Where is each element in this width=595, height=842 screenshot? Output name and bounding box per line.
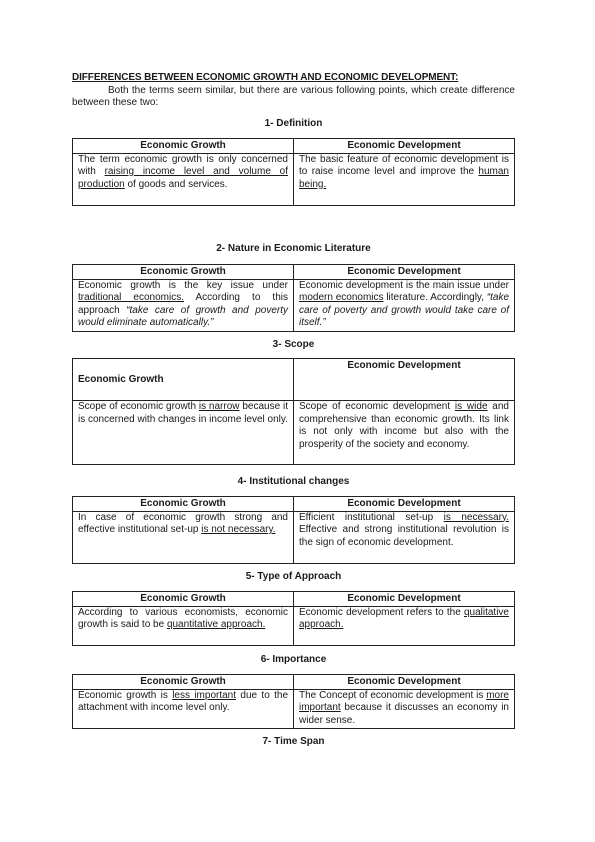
table-header-row [73, 265, 515, 280]
table-header-row [73, 592, 515, 607]
text: and comprehensive than economic growth. Its link is not only with income but also with the prosperity of the society and economy. [299, 401, 509, 450]
section-title: 1- Definition [264, 118, 323, 129]
text: because it discusses an economy in wider sense. [299, 702, 509, 726]
italic-quote: “take care of growth and poverty would eliminate automatically.” [78, 304, 288, 328]
page-title: DIFFERENCES BETWEEN ECONOMIC GROWTH AND ECONOMIC DEVELOPMENT: [72, 72, 459, 83]
text: Economic development is the main issue under [299, 279, 509, 291]
underlined-text: less important [172, 689, 237, 701]
cell-development [294, 689, 515, 728]
section-title: 6- Importance [260, 654, 327, 665]
text: Economic growth is the key issue under [78, 279, 288, 291]
table-row [73, 511, 515, 563]
section-title: 4- Institutional changes [237, 476, 350, 487]
text: According to this approach [78, 292, 288, 316]
header-development: Economic Development [294, 139, 515, 154]
header-growth: Economic Growth [73, 592, 294, 607]
cell-development [294, 153, 515, 205]
underlined-text: quantitative approach. [166, 619, 266, 630]
table-header-row [73, 359, 515, 401]
underlined-text: is necessary. [443, 511, 509, 523]
table-header-row [73, 139, 515, 154]
section-title: 7- Time Span [262, 736, 325, 747]
text: The Concept of economic development is [299, 689, 487, 701]
table-row [73, 606, 515, 645]
header-growth: Economic Growth [73, 139, 294, 154]
table-header-row [73, 497, 515, 512]
section-title: 5- Type of Approach [245, 571, 342, 582]
header-development: Economic Development [294, 265, 515, 280]
table-row [73, 401, 515, 465]
header-growth: Economic Growth [73, 675, 294, 690]
text: Scope of economic growth [78, 401, 199, 412]
table-row [73, 153, 515, 205]
section-title: 3- Scope [272, 339, 315, 350]
section-nature [72, 243, 515, 332]
text: The basic feature of economic development is to raise income level and improve the [299, 153, 509, 177]
document-heading [72, 72, 515, 84]
cell-development [294, 279, 515, 331]
underlined-text: is narrow [198, 401, 240, 412]
section-title: 2- Nature in Economic Literature [216, 243, 371, 254]
header-development: Economic Development [294, 497, 515, 512]
underlined-text: is wide [454, 401, 488, 412]
header-growth: Economic Growth [73, 265, 294, 280]
underlined-text: is not necessary. [201, 524, 276, 535]
text: literature. Accordingly, [383, 292, 487, 303]
header-development: Economic Development [294, 592, 515, 607]
comparison-table [72, 591, 515, 646]
table-row [73, 689, 515, 728]
section-approach [72, 571, 515, 646]
cell-growth [73, 279, 294, 331]
text: due to the attachment with income level only. [78, 689, 289, 713]
underlined-text: traditional economics. [78, 292, 184, 303]
comparison-table [72, 358, 515, 465]
text: Economic growth is [78, 689, 173, 701]
header-growth: Economic Growth [73, 497, 294, 512]
cell-development [294, 511, 515, 563]
text: The term economic growth is only concerned with [78, 153, 288, 177]
underlined-text: qualitative approach. [299, 606, 509, 630]
comparison-table [72, 674, 515, 729]
cell-growth [73, 689, 294, 728]
cell-growth [73, 511, 294, 563]
section-scope [72, 339, 515, 465]
section-time-span [72, 736, 515, 748]
text: of goods and services. [124, 178, 228, 190]
section-definition [72, 118, 515, 206]
text: According to various economists, economic growth is said to be [78, 606, 288, 630]
intro-paragraph: Both the terms seem similar, but there are various following points, which create difference between these two: [72, 85, 515, 108]
text: because it is concerned with changes in income level only. [78, 401, 289, 425]
cell-growth [73, 606, 294, 645]
cell-growth [73, 153, 294, 205]
header-development: Economic Development [294, 675, 515, 690]
cell-development [294, 401, 515, 465]
cell-development [294, 606, 515, 645]
comparison-table [72, 264, 515, 332]
cell-growth [73, 401, 294, 465]
comparison-table [72, 138, 515, 206]
table-row [73, 279, 515, 331]
table-header-row [73, 675, 515, 690]
intro-paragraph-wrap [72, 85, 515, 109]
underlined-text: human being. [299, 166, 509, 190]
comparison-table [72, 496, 515, 564]
italic-quote: “take care of poverty and growth would take care of itself.” [299, 292, 510, 328]
header-development: Economic Development [294, 359, 515, 401]
underlined-text: modern economics [299, 292, 384, 303]
text: Economic development refers to the [299, 606, 464, 618]
text: Scope of economic development [299, 401, 455, 412]
text: Effective and strong institutional revolution is the sign of economic development. [299, 524, 509, 548]
text: Efficient institutional set-up [299, 511, 444, 523]
section-institutional [72, 476, 515, 564]
header-growth: Economic Growth [73, 359, 294, 401]
underlined-text: more important [299, 689, 509, 713]
underlined-text: raising income level and volume of production [78, 166, 289, 190]
section-importance [72, 654, 515, 729]
text: In case of economic growth strong and effective institutional set-up [78, 511, 288, 535]
